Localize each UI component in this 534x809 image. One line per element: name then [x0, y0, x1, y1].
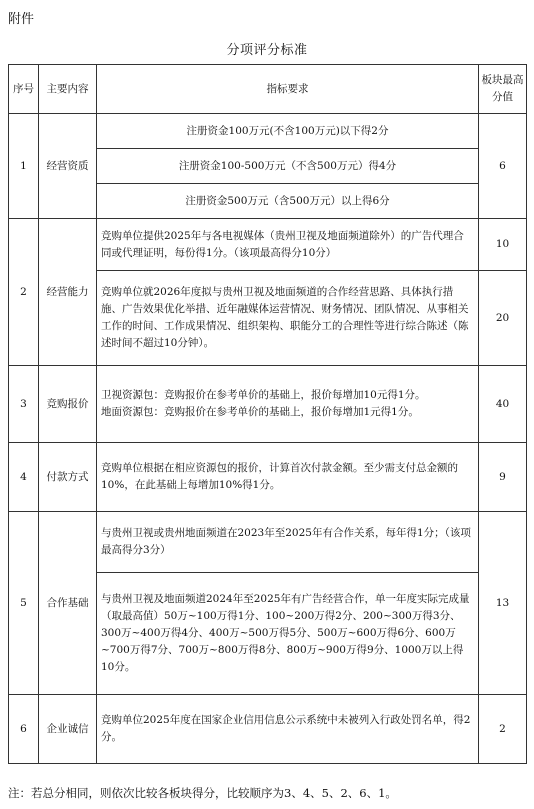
row-score: 10 — [479, 219, 527, 271]
row-number: 4 — [9, 443, 39, 512]
row-number: 1 — [9, 114, 39, 219]
table-row — [9, 114, 527, 149]
scoring-table — [8, 64, 527, 764]
row-requirement: 与贵州卫视或贵州地面频道在2023年至2025年有合作关系，每年得1分；（该项最高得分3分） — [97, 512, 479, 573]
row-requirement: 注册资金100万元(不含100万元)以下得2分 — [97, 114, 479, 149]
row-score: 2 — [479, 695, 527, 764]
table-row — [9, 443, 527, 512]
requirement-line: 地面资源包：竞购报价在参考单价的基础上，报价每增加1元得1分。 — [101, 406, 419, 418]
row-requirement: 竞购单位根据在相应资源包的报价，计算首次付款金额。至少需支付总金额的10%，在此基础上每增加10%得1分。 — [97, 443, 479, 512]
row-number: 3 — [9, 366, 39, 443]
row-score: 13 — [479, 512, 527, 695]
row-score: 6 — [479, 114, 527, 219]
row-number: 6 — [9, 695, 39, 764]
row-requirement: 竞购单位提供2025年与各电视媒体（贵州卫视及地面频道除外）的广告代理合同或代理证明，每份得1分。（该项最高得分10分） — [97, 219, 479, 271]
table-row — [9, 512, 527, 573]
row-content: 竞购报价 — [39, 366, 97, 443]
row-requirement: 注册资金500万元（含500万元）以上得6分 — [97, 184, 479, 219]
header-content: 主要内容 — [39, 65, 97, 114]
table-row — [9, 366, 527, 443]
row-number: 5 — [9, 512, 39, 695]
row-score: 40 — [479, 366, 527, 443]
page-title: 分项评分标准 — [226, 43, 308, 58]
table-header-row — [9, 65, 527, 114]
row-content: 企业诚信 — [39, 695, 97, 764]
row-content: 付款方式 — [39, 443, 97, 512]
row-score: 9 — [479, 443, 527, 512]
row-score: 20 — [479, 271, 527, 366]
row-requirement: 竞购单位就2026年度拟与贵州卫视及地面频道的合作经营思路、具体执行措施、广告效果优化举措、近年融媒体运营情况、财务情况、团队情况、从事相关工作的时间、工作成果情况、组织架构、职能分工的合理性等进行综合陈述（陈述时间不超过10分钟）。 — [97, 271, 479, 366]
row-requirement: 与贵州卫视及地面频道2024年至2025年有广告经营合作，单一年度实际完成量（取最高值）50万~100万得1分、100~200万得2分、200~300万得3分、300万~400万得4分、400万~500万得5分、500万~600万得6分、600万~700万得7分、700万~800万得8分、800万~900万得9分、1000万以上得10分。 — [97, 573, 479, 695]
row-content: 合作基础 — [39, 512, 97, 695]
row-requirement: 注册资金100-500万元（不含500万元）得4分 — [97, 149, 479, 184]
header-requirement: 指标要求 — [97, 65, 479, 114]
row-number: 2 — [9, 219, 39, 366]
table-row — [9, 695, 527, 764]
requirement-line: 卫视资源包：竞购报价在参考单价的基础上，报价每增加10元得1分。 — [101, 389, 426, 401]
row-requirement: 竞购单位2025年度在国家企业信用信息公示系统中未被列入行政处罚名单，得2分。 — [97, 695, 479, 764]
row-content: 经营能力 — [39, 219, 97, 366]
header-max-score: 板块最高分值 — [479, 65, 527, 114]
row-requirement — [97, 366, 479, 443]
attachment-label: 附件 — [8, 12, 35, 27]
footnote: 注：若总分相同，则依次比较各板块得分，比较顺序为3、4、5、2、6、1。 — [8, 786, 397, 800]
header-no: 序号 — [9, 65, 39, 114]
table-row — [9, 219, 527, 271]
row-content: 经营资质 — [39, 114, 97, 219]
